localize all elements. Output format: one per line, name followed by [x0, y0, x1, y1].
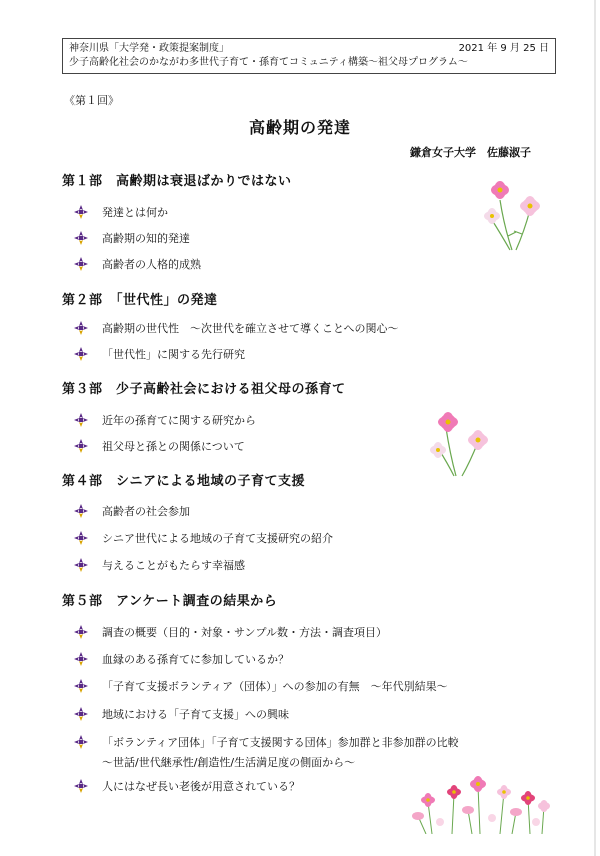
arrow-bullet-icon — [74, 347, 88, 361]
session-label: 《第１回》 — [64, 94, 119, 107]
list-item: 調査の概要（目的・対象・サンプル数・方法・調査項目） — [74, 624, 387, 640]
cosmos-flower-bed-icon — [408, 772, 558, 834]
arrow-bullet-icon — [74, 205, 88, 219]
arrow-bullet-icon — [74, 504, 88, 518]
part-3-heading: 第３部 少子高齢社会における祖父母の孫育て — [62, 382, 346, 397]
arrow-bullet-icon — [74, 321, 88, 335]
list-item: 「子育て支援ボランティア（団体）」への参加の有無 ～年代別結果～ — [74, 678, 448, 694]
header-box — [62, 38, 556, 74]
arrow-bullet-icon — [74, 679, 88, 693]
arrow-bullet-icon — [74, 413, 88, 427]
arrow-bullet-icon — [74, 439, 88, 453]
list-item: 高齢期の知的発達 — [74, 230, 190, 246]
part-5-heading: 第５部 アンケート調査の結果から — [62, 594, 278, 609]
list-item: 発達とは何か — [74, 204, 168, 220]
document-date: 2021 年 9 月 25 日 — [458, 43, 549, 54]
cosmos-flower-icon — [424, 406, 500, 478]
list-item: 近年の孫育てに関する研究から — [74, 412, 256, 428]
list-item: 高齢者の人格的成熟 — [74, 256, 201, 272]
list-item: シニア世代による地域の子育て支援研究の紹介 — [74, 530, 333, 546]
list-item: 「世代性」に関する先行研究 — [74, 346, 245, 362]
program-subtitle: 少子高齢化社会のかながわ多世代子育て・孫育てコミュニティ構築～祖父母プログラム～ — [69, 57, 468, 68]
part-4-heading: 第４部 シニアによる地域の子育て支援 — [62, 474, 306, 489]
list-item: 祖父母と孫との関係について — [74, 438, 245, 454]
list-item: 高齢者の社会参加 — [74, 503, 190, 519]
page-title: 高齢期の発達 — [248, 118, 351, 137]
program-name: 神奈川県「大学発・政策提案制度」 — [69, 43, 229, 54]
arrow-bullet-icon — [74, 231, 88, 245]
list-item: 「ボランティア団体」「子育て支援関する団体」参加群と非参加群の比較 — [74, 734, 459, 750]
arrow-bullet-icon — [74, 531, 88, 545]
list-item: 血縁のある孫育てに参加しているか？ — [74, 651, 289, 667]
list-item: 高齢期の世代性 ～次世代を確立させて導くことへの関心～ — [74, 320, 399, 336]
arrow-bullet-icon — [74, 735, 88, 749]
author: 鎌倉女子大学 佐藤淑子 — [410, 146, 531, 159]
list-item: 与えることがもたらす幸福感 — [74, 557, 245, 573]
arrow-bullet-icon — [74, 652, 88, 666]
arrow-bullet-icon — [74, 625, 88, 639]
list-item-note: ～世話/世代継承性/創造性/生活満足度の側面から～ — [102, 756, 356, 769]
arrow-bullet-icon — [74, 707, 88, 721]
arrow-bullet-icon — [74, 558, 88, 572]
list-item: 人にはなぜ長い老後が用意されている？ — [74, 778, 300, 794]
arrow-bullet-icon — [74, 779, 88, 793]
cosmos-flower-icon — [478, 176, 556, 252]
arrow-bullet-icon — [74, 257, 88, 271]
part-2-heading: 第２部 「世代性」の発達 — [62, 293, 218, 308]
list-item: 地域における「子育て支援」への興味 — [74, 706, 289, 722]
part-1-heading: 第１部 高齢期は衰退ばかりではない — [62, 174, 292, 189]
